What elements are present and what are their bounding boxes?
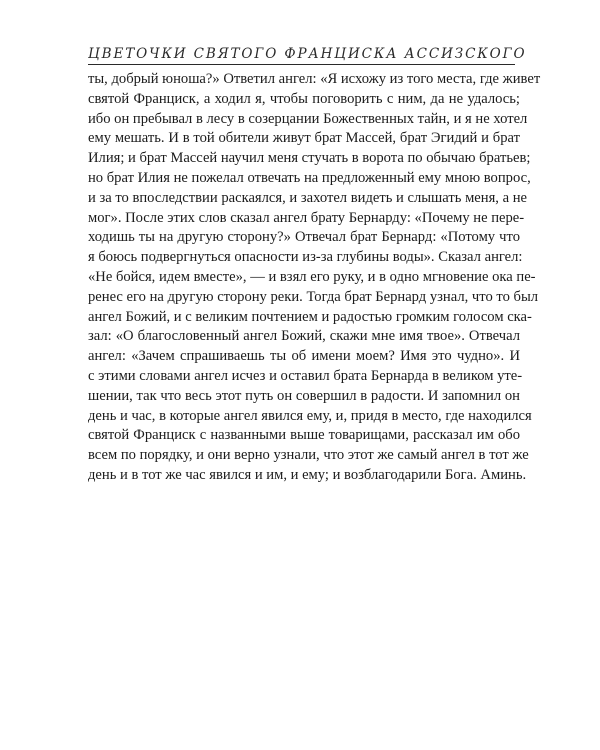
text-line: я боюсь подвергнуться опасности из-за глубины воды». Сказал ангел:	[88, 249, 523, 266]
text-line: Илия; и брат Массей научил меня стучать в ворота по обычаю братьев;	[88, 150, 531, 167]
text-line: святой Франциск, а ходил я, чтобы поговорить с ним, да не удалось;	[88, 90, 520, 107]
text-line: ты, добрый юноша?» Ответил ангел: «Я исхожу из того места, где живет	[88, 71, 541, 87]
text-line: ибо он пребывал в лесу в созерцании Божественных тайн, и я не хотел	[88, 110, 528, 127]
text-line: шении, так что весь этот путь он совершил в радости. И запомнил он	[88, 387, 520, 404]
text-line: с этими словами ангел исчез и оставил брата Бернарда в великом уте-	[88, 367, 523, 384]
text-line: день и час, в которые ангел явился ему, и, придя в место, где находился	[88, 407, 532, 424]
text-line: всем по порядку, и они верно узнали, что этот же самый ангел в тот же	[88, 447, 529, 464]
text-line: святой Франциск с названными выше товарищами, рассказал им обо	[88, 427, 520, 444]
text-line: и за то впоследствии раскаялся, и захотел видеть и слышать меня, а не	[88, 189, 528, 206]
header-rule	[88, 64, 515, 65]
text-line: зал: «О благословенный ангел Божий, скажи мне имя твое». Отвечал	[88, 328, 520, 345]
text-line: мог». После этих слов сказал ангел брату Бернарду: «Почему не пере-	[88, 209, 525, 226]
text-line: «Не бойся, идем вместе», — и взял его руку, и в одно мгновение ока пе-	[88, 268, 536, 285]
text-line: день и в тот же час явился и им, и ему; и возблагодарили Бога. Аминь.	[88, 466, 527, 483]
text-line: но брат Илия не пожелал отвечать на предложенный ему мною вопрос,	[88, 169, 531, 186]
running-head: ЦВЕТОЧКИ СВЯТОГО ФРАНЦИСКА АССИЗСКОГО	[88, 46, 527, 62]
text-line: ангел: «Зачем спрашиваешь ты об имени моем? Имя это чудно». И	[88, 348, 520, 365]
body-text	[88, 70, 541, 486]
text-line: ренес его на другую сторону реки. Тогда брат Бернард узнал, что то был	[88, 288, 539, 305]
text-line: ему мешать. И в той обители живут брат Массей, брат Эгидий и брат	[88, 130, 520, 147]
text-line: ангел Божий, и с великим почтением и радостью громким голосом ска-	[88, 308, 532, 325]
text-line: ходишь ты на другую сторону?» Отвечал брат Бернард: «Потому что	[88, 229, 520, 246]
